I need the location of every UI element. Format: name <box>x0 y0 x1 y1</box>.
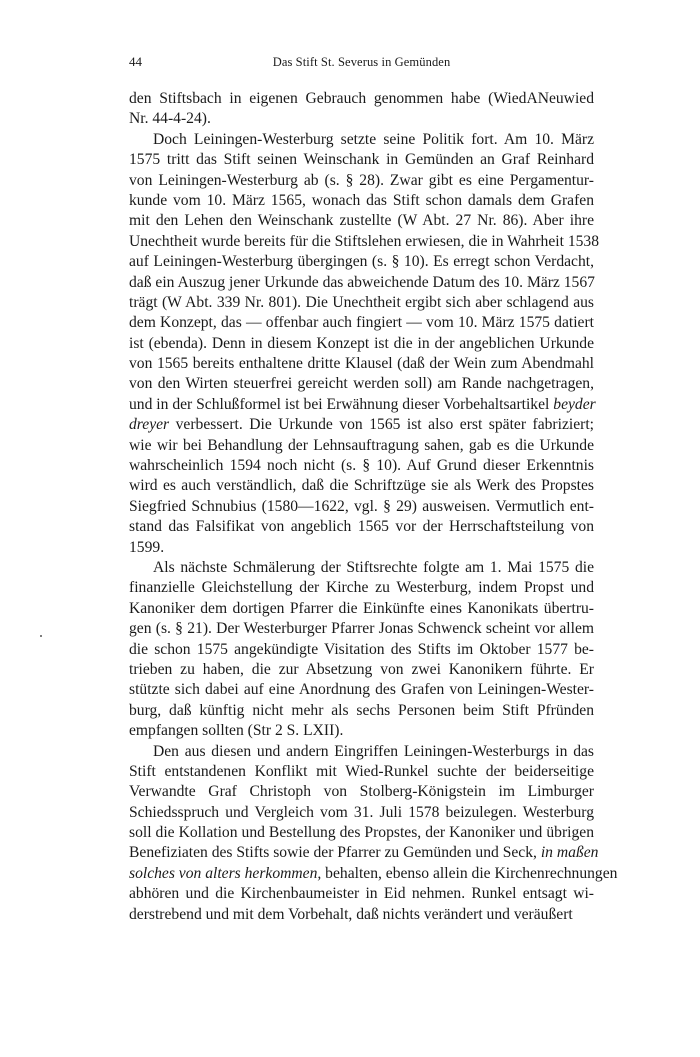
text-line <box>129 150 594 170</box>
line-text: auf Leiningen-Westerburg übergingen (s. § 10). Es erregt schon Verdacht, <box>129 253 594 271</box>
italic-text: in maßen <box>540 844 599 862</box>
paragraph <box>129 742 618 926</box>
text-line <box>129 640 594 660</box>
line-text: Nr. 44-4-24). <box>129 110 211 128</box>
line-text: Stift entstandenen Konflikt mit Wied-Runkel suchte der beiderseitige <box>129 762 594 780</box>
line-text: wird es auch verständlich, daß die Schriftzüge sie als Werk des Propstes <box>129 477 594 495</box>
line-text: kunde vom 10. März 1565, wonach das Stift schon damals dem Grafen <box>129 191 594 209</box>
text-line <box>129 171 594 191</box>
text-line <box>129 109 594 129</box>
line-text: Verwandte Graf Christoph von Stolberg-Königstein im Limburger <box>129 783 594 801</box>
line-text: die schon 1575 angekündigte Visitation des Stifts im Oktober 1577 be- <box>129 640 594 658</box>
text-line <box>129 905 594 925</box>
line-text: und in der Schlußformel ist bei Erwähnung dieser Vorbehaltsartikel <box>129 395 554 413</box>
text-line <box>129 864 618 884</box>
line-text: stützte sich dabei auf eine Anordnung des Grafen von Leiningen-Wester- <box>129 681 594 699</box>
text-line <box>129 762 594 782</box>
line-text: trägt (W Abt. 339 Nr. 801). Die Unechtheit ergibt sich aber schlagend aus <box>129 293 594 311</box>
line-text: trieben zu haben, die zur Absetzung von zwei Kanonikern führte. Er <box>129 660 594 678</box>
text-line <box>129 884 594 904</box>
line-text: Doch Leiningen-Westerburg setzte seine Politik fort. Am 10. März <box>153 130 594 148</box>
text-line <box>129 456 594 476</box>
line-text: stand das Falsifikat von angeblich 1565 vor der Herrschaftsteilung von <box>129 518 594 536</box>
line-text: 1599. <box>129 538 165 556</box>
line-text: behalten, ebenso allein die Kirchenrechnungen <box>321 864 618 882</box>
text-line <box>129 89 594 109</box>
text-line <box>129 252 594 272</box>
running-title: Das Stift St. Severus in Gemünden <box>272 55 451 69</box>
italic-text: beyder <box>553 395 596 413</box>
text-line <box>129 558 594 578</box>
line-text: von Leiningen-Westerburg ab (s. § 28). Zwar gibt es eine Pergamentur- <box>129 171 594 189</box>
line-text: von 1565 bereits enthaltene dritte Klausel (daß der Wein zum Abendmahl <box>129 355 594 373</box>
text-line <box>129 782 594 802</box>
text-line <box>129 497 594 517</box>
line-text: empfangen sollten (Str 2 S. LXII). <box>129 722 344 740</box>
line-text: burg, daß künftig nicht mehr als sechs Personen beim Stift Pfründen <box>129 701 594 719</box>
line-text: verbessert. Die Urkunde von 1565 ist also erst später fabriziert; <box>169 416 594 434</box>
line-text: den Stiftsbach in eigenen Gebrauch genommen habe (WiedANeuwied <box>129 90 594 107</box>
text-line <box>129 232 600 252</box>
text-line <box>129 701 594 721</box>
line-text: 1575 tritt das Stift seinen Weinschank in Gemünden an Graf Reinhard <box>129 151 594 169</box>
text-line <box>129 130 594 150</box>
line-text: dem Konzept, das — offenbar auch fingiert — vom 10. März 1575 datiert <box>129 314 594 332</box>
page-number: 44 <box>129 54 142 69</box>
line-text: soll die Kollation und Bestellung des Propstes, der Kanoniker und übrigen <box>129 824 594 842</box>
line-text: ist (ebenda). Denn in diesem Konzept ist die in der angeblichen Urkunde <box>129 334 594 352</box>
text-line <box>129 293 594 313</box>
line-text: Schiedsspruch und Vergleich vom 31. Juli 1578 beizulegen. Westerburg <box>129 803 594 821</box>
text-line <box>129 313 594 333</box>
text-line <box>129 415 594 435</box>
paragraph <box>129 89 594 130</box>
text-line <box>129 823 594 843</box>
running-head <box>129 52 594 72</box>
text-line <box>129 273 594 293</box>
text-line <box>129 211 594 231</box>
text-line <box>129 395 594 415</box>
text-line <box>129 354 594 374</box>
line-text: Unechtheit wurde bereits für die Stiftslehen erwiesen, die in Wahrheit 1538 <box>129 232 600 250</box>
text-line <box>129 721 594 741</box>
text-line <box>129 374 594 394</box>
italic-text: solches von alters herkommen, <box>129 864 322 882</box>
line-text: Siegfried Schnubius (1580—1622, vgl. § 29) ausweisen. Vermutlich ent- <box>129 497 594 515</box>
text-line <box>129 843 599 863</box>
line-text: wie wir bei Behandlung der Lehnsauftragung sahen, gab es die Urkunde <box>129 436 594 454</box>
text-line <box>129 578 594 598</box>
body-text <box>129 89 618 925</box>
text-line <box>129 517 594 537</box>
line-text: Kanoniker dem dortigen Pfarrer die Einkünfte eines Kanonikats übertru- <box>129 599 594 617</box>
italic-text: dreyer <box>129 416 170 434</box>
text-line <box>129 334 594 354</box>
line-text: finanzielle Gleichstellung der Kirche zu Westerburg, indem Propst und <box>129 579 594 597</box>
line-text: abhören und die Kirchenbaumeister in Eid nehmen. Runkel entsagt wi- <box>129 885 594 903</box>
text-line <box>129 742 594 762</box>
text-line <box>129 599 594 619</box>
line-text: Den aus diesen und andern Eingriffen Leiningen-Westerburgs in das <box>153 742 594 760</box>
line-text: gen (s. § 21). Der Westerburger Pfarrer Jonas Schwenck scheint vor allem <box>129 620 594 638</box>
text-line <box>129 436 594 456</box>
line-text: mit den Lehen den Weinschank zustellte (W Abt. 27 Nr. 86). Aber ihre <box>129 212 594 230</box>
text-line <box>129 191 594 211</box>
text-line <box>129 538 594 558</box>
text-line <box>129 803 594 823</box>
text-line <box>129 680 594 700</box>
line-text: von den Wirten steuerfrei gereicht werden soll) am Rande nachgetragen, <box>129 375 594 393</box>
line-text: daß ein Auszug jener Urkunde das abweichende Datum des 10. März 1567 <box>129 273 595 291</box>
margin-dot <box>40 635 42 637</box>
text-line <box>129 476 594 496</box>
line-text: Als nächste Schmälerung der Stiftsrechte folgte am 1. Mai 1575 die <box>153 558 594 576</box>
paragraph <box>129 130 600 558</box>
line-text: wahrscheinlich 1594 noch nicht (s. § 10). Auf Grund dieser Erkenntnis <box>129 457 594 475</box>
text-line <box>129 619 594 639</box>
line-text: Benefiziaten des Stifts sowie der Pfarrer zu Gemünden und Seck, <box>129 844 541 862</box>
line-text: derstrebend und mit dem Vorbehalt, daß nichts verändert und veräußert <box>129 905 573 923</box>
paragraph <box>129 558 594 742</box>
text-line <box>129 660 594 680</box>
